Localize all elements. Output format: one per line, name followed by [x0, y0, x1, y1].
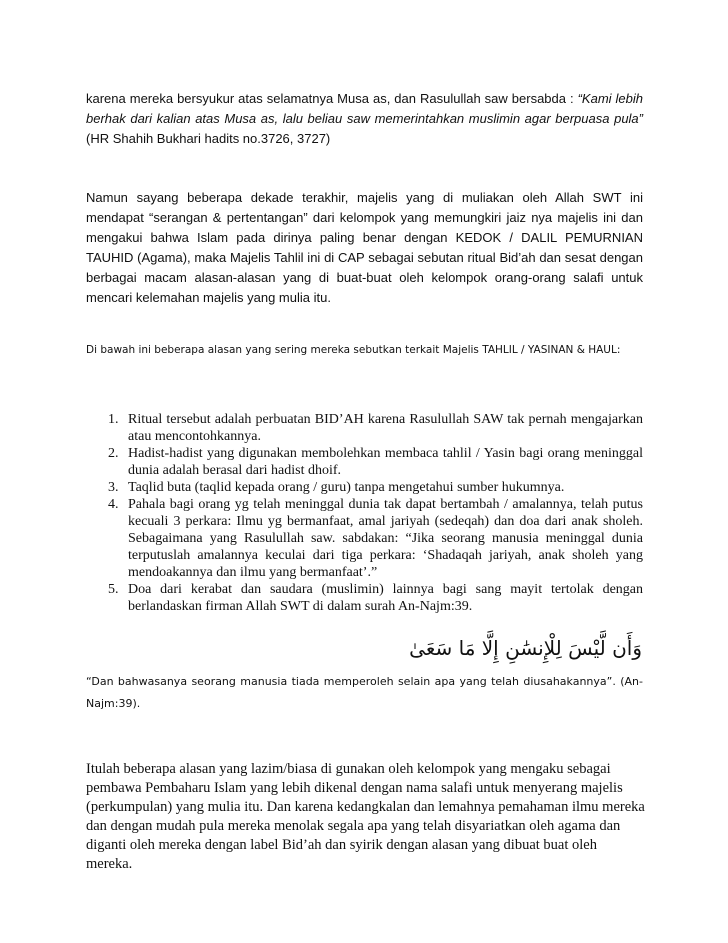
list-item — [86, 479, 643, 496]
reasons-list — [86, 411, 643, 615]
list-item — [86, 496, 643, 581]
hadith-quote: “Kami lebih berhak dari kalian atas Musa as, lalu beliau saw memerintahkan muslimin agar berpuasa pula” — [86, 91, 643, 126]
arabic-verse: وَأَن لَّيْسَ لِلْإِنسَٰنِ إِلَّا مَا سَعَىٰ — [409, 636, 642, 660]
list-item — [86, 411, 643, 445]
hadith-reference: (HR Shahih Bukhari hadits no.3726, 3727) — [86, 131, 331, 146]
verse-translation: “Dan bahwasanya seorang manusia tiada memperoleh selain apa yang telah diusahakannya”. (An-Najm:39). — [86, 675, 643, 710]
list-number: 5. — [108, 582, 119, 597]
closing-paragraph: Itulah beberapa alasan yang lazim/biasa di gunakan oleh kelompok yang mengaku sebagai pembawa Pembaharu Islam yang lebih dikenal dengan nama salafi untuk menyerang majelis (perkumpulan) yang mulia itu. Dan karena kedangkalan dan lemahnya pemahaman ilmu mereka dan dengan mudah pula mereka menolak segala apa yang telah disyariatkan oleh agama dan diganti oleh mereka dengan label Bid’ah dan syirik dengan alasan yang dibuat buat oleh mereka. — [86, 761, 645, 872]
list-text: Pahala bagi orang yg telah meninggal dunia tak dapat bertambah / amalannya, telah putus kecuali 3 perkara: Ilmu yg bermanfaat, amal jariyah (sedeqah) dan doa dari anak sholeh. Sebagaimana yang Rasulullah saw. sabdakan: “Jika seorang manusia meninggal dunia terputuslah amalannya keculai dari tiga perkara: ‘Shadaqah jariyah, anak sholeh yang mendoakannya dan ilmu yang bermanfaat’.” — [128, 497, 643, 580]
list-item — [86, 445, 643, 479]
list-number: 1. — [108, 412, 119, 427]
paragraph-hadith-text: karena mereka bersyukur atas selamatnya Musa as, dan Rasulullah saw bersabda : — [86, 91, 578, 106]
list-text: Doa dari kerabat dan saudara (muslimin) lainnya bagi sang mayit tertolak dengan berlandaskan firman Allah SWT di dalam surah An-Najm:39. — [128, 582, 643, 614]
paragraph-criticism: Namun sayang beberapa dekade terakhir, majelis yang di muliakan oleh Allah SWT ini mendapat “serangan & pertentangan” dari kelompok yang memungkiri jaiz nya majelis ini dan mengakui bahwa Islam pada dirinya paling benar dengan KEDOK / DALIL PEMURNIAN TAUHID (Agama), maka Majelis Tahlil ini di CAP sebagai sebutan ritual Bid’ah dan sesat dengan berbagai macam alasan-alasan yang di buat-buat oleh kelompok orang-orang salafi untuk mencari kelemahan majelis yang mulia itu. — [86, 190, 643, 305]
reasons-intro: Di bawah ini beberapa alasan yang sering mereka sebutkan terkait Majelis TAHLIL / YASINAN & HAUL: — [86, 344, 621, 356]
list-number: 2. — [108, 446, 119, 461]
list-number: 4. — [108, 497, 119, 512]
list-number: 3. — [108, 480, 119, 495]
list-text: Hadist-hadist yang digunakan membolehkan membaca tahlil / Yasin bagi orang meninggal dunia adalah berasal dari hadist dhoif. — [128, 446, 643, 478]
list-item — [86, 581, 643, 615]
paragraph-hadith — [86, 89, 643, 149]
list-text: Ritual tersebut adalah perbuatan BID’AH karena Rasulullah SAW tak pernah mengajarkan atau mencontohkannya. — [128, 412, 643, 444]
list-text: Taqlid buta (taqlid kepada orang / guru) tanpa mengetahui sumber hukumnya. — [128, 480, 565, 495]
